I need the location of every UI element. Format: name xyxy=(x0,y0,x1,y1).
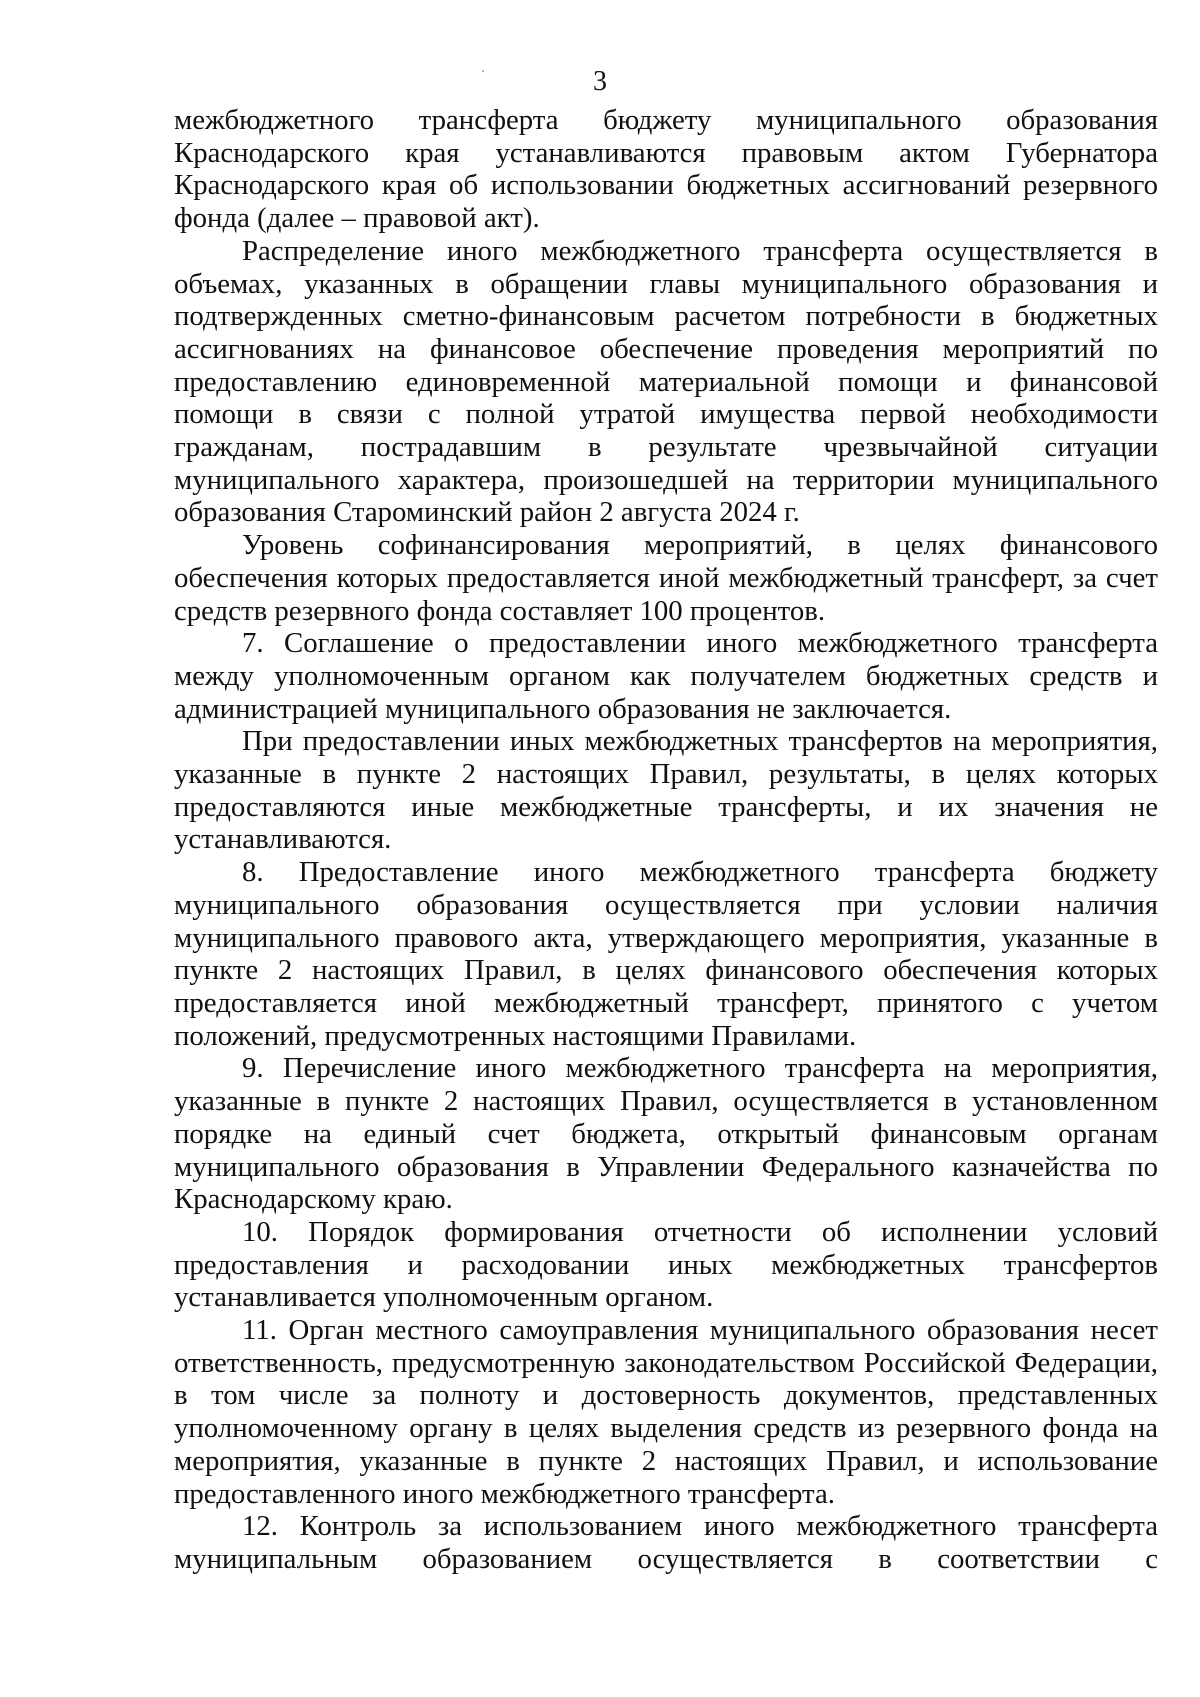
document-body xyxy=(174,104,1158,1576)
paragraph-item-10: 10. Порядок формирования отчетности об исполнении условий предоставления и расходовании иных межбюджетных трансфертов устанавливается уполномоченным органом. xyxy=(174,1215,1158,1314)
paragraph-item-8: 8. Предоставление иного межбюджетного трансферта бюджету муниципального образования осуществляется при условии наличия муниципального правового акта, утверждающего мероприятия, указанные в пункте 2 настоящих Правил, в целях финансового обеспечения которых предоставляется иной межбюджетный трансферт, принятого с учетом положений, предусмотренных настоящими Правилами. xyxy=(174,856,1158,1052)
paragraph-item-11: 11. Орган местного самоуправления муниципального образования несет ответственность, предусмотренную законодательством Российской Федерации, в том числе за полноту и достоверность документов, представленных уполномоченному органу в целях выделения средств из резервного фонда на мероприятия, указанные в пункте 2 настоящих Правил, и использование предоставленного иного межбюджетного трансферта. xyxy=(174,1314,1158,1510)
paragraph-continuation: межбюджетного трансферта бюджету муниципального образования Краснодарского края устанавливаются правовым актом Губернатора Краснодарского края об использовании бюджетных ассигнований резервного фонда (далее – правовой акт). xyxy=(174,104,1158,235)
paragraph-cofinancing: Уровень софинансирования мероприятий, в целях финансового обеспечения которых предоставляется иной межбюджетный трансферт, за счет средств резервного фонда составляет 100 процентов. xyxy=(174,529,1158,627)
page-number: 3 xyxy=(593,66,607,97)
paragraph-distribution: Распределение иного межбюджетного трансферта осуществляется в объемах, указанных в обращении главы муниципального образования и подтвержденных сметно-финансовым расчетом потребности в бюджетных ассигнованиях на финансовое обеспечение проведения мероприятий по предоставлению единовременной материальной помощи и финансовой помощи в связи с полной утратой имущества первой необходимости гражданам, пострадавшим в результате чрезвычайной ситуации муниципального характера, произошедшей на территории муниципального образования Староминский район 2 августа 2024 г. xyxy=(174,234,1158,529)
paragraph-item-7: 7. Соглашение о предоставлении иного межбюджетного трансферта между уполномоченным органом как получателем бюджетных средств и администрацией муниципального образования не заключается. xyxy=(174,627,1158,725)
paragraph-results: При предоставлении иных межбюджетных трансфертов на мероприятия, указанные в пункте 2 настоящих Правил, результаты, в целях которых предоставляются иные межбюджетные трансферты, и их значения не устанавливаются. xyxy=(174,725,1158,856)
paragraph-item-9: 9. Перечисление иного межбюджетного трансферта на мероприятия, указанные в пункте 2 настоящих Правил, осуществляется в установленном порядке на единый счет бюджета, открытый финансовым органам муниципального образования в Управлении Федерального казначейства по Краснодарскому краю. xyxy=(174,1052,1158,1216)
paragraph-item-12: 12. Контроль за использованием иного межбюджетного трансферта муниципальным образованием осуществляется в соответствии с xyxy=(174,1510,1158,1575)
